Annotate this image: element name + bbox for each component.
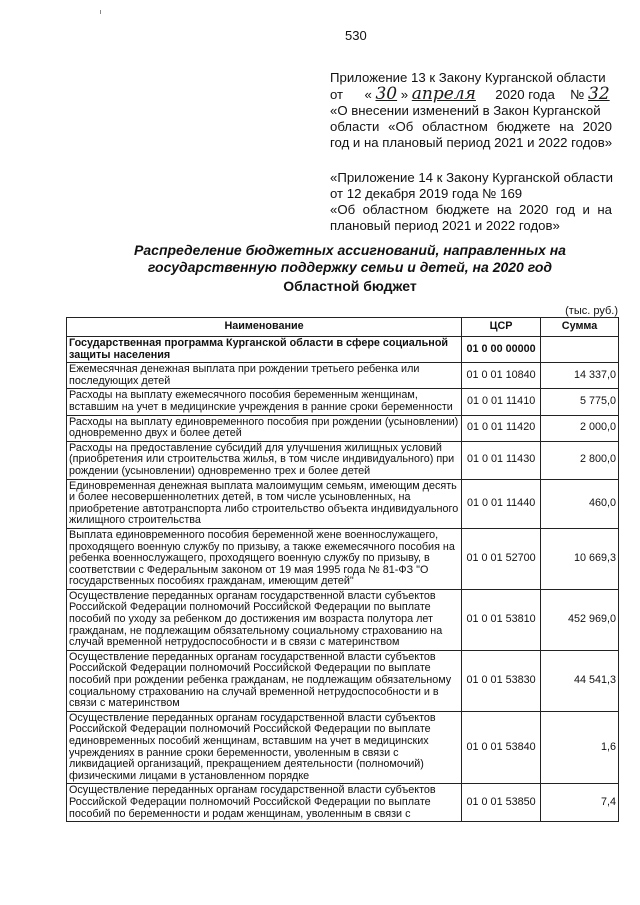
appendix-current-line4: области «Об областном бюджете на 2020: [330, 119, 612, 134]
row-sum: 2 800,0: [541, 441, 619, 479]
row-name: Осуществление переданных органам государственной власти субъектов Российской Федерации полномочий Российской Федерации по выплате пособий по беременности и родам женщинам, уволенным в связи с: [67, 784, 462, 822]
row-csr: 01 0 01 52700: [462, 528, 541, 589]
row-name: Государственная программа Курганской области в сфере социальной защиты населения: [67, 337, 462, 363]
row-csr: 01 0 00 00000: [462, 337, 541, 363]
row-name: Расходы на выплату ежемесячного пособия беременным женщинам, вставшим на учет в медицинские учреждения в ранние сроки беременности: [67, 389, 462, 415]
table-row: [67, 441, 619, 479]
handwritten-number: 32: [588, 84, 610, 104]
table-row: [67, 589, 619, 650]
appendix-current-date-line: [330, 86, 612, 103]
document-subtitle: Областной бюджет: [283, 278, 417, 294]
units-label: (тыс. руб.): [565, 305, 618, 317]
page-number: 530: [345, 28, 367, 43]
appendix-original-block: [330, 170, 612, 234]
row-sum: 7,4: [541, 784, 619, 822]
row-csr: 01 0 01 53840: [462, 711, 541, 784]
table-row: [67, 784, 619, 822]
appendix-original-line3: «Об областном бюджете на 2020 год и на: [330, 202, 612, 217]
row-sum: 44 541,3: [541, 650, 619, 711]
appendix-original-line4: плановый период 2021 и 2022 годов»: [330, 218, 560, 233]
table-row: [67, 389, 619, 415]
row-name: Осуществление переданных органам государственной власти субъектов Российской Федерации полномочий Российской Федерации по выплате пособий по уходу за ребенком до достижения им возраста полутора лет гражданам, не подлежащим обязательному социальному страхованию на случай временной нетрудоспособности и в связи с материнством: [67, 589, 462, 650]
row-name: Ежемесячная денежная выплата при рождении третьего ребенка или последующих детей: [67, 363, 462, 389]
quote-open: «: [364, 87, 372, 102]
row-name: Расходы на выплату единовременного пособия при рождении (усыновлении) одновременно двух и более детей: [67, 415, 462, 441]
row-sum: 2 000,0: [541, 415, 619, 441]
row-sum: 10 669,3: [541, 528, 619, 589]
appendix-current-line5: год и на плановый период 2021 и 2022 годов»: [330, 135, 613, 150]
row-csr: 01 0 01 11440: [462, 479, 541, 528]
row-sum: 14 337,0: [541, 363, 619, 389]
table-row: [67, 363, 619, 389]
row-csr: 01 0 01 11410: [462, 389, 541, 415]
table-row: [67, 711, 619, 784]
row-csr: 01 0 01 11430: [462, 441, 541, 479]
handwritten-month: апреля: [411, 84, 476, 104]
row-csr: 01 0 01 11420: [462, 415, 541, 441]
table-row: [67, 650, 619, 711]
handwritten-day: 30: [375, 84, 398, 104]
row-csr: 01 0 01 53810: [462, 589, 541, 650]
quote-close: »: [400, 87, 409, 102]
appendix-original-line2: от 12 декабря 2019 года № 169: [330, 186, 523, 201]
row-name: Единовременная денежная выплата малоимущим семьям, имеющим десять и более несовершеннолетних детей, в том числе усыновленных, на приобретение автотранспорта либо строительство объекта индивидуального жилищного строительства: [67, 479, 462, 528]
appendix-original-line1: «Приложение 14 к Закону Курганской области: [330, 170, 614, 185]
appendix-current-line3: «О внесении изменений в Закон Курганской: [330, 103, 601, 118]
row-name: Выплата единовременного пособия беременной жене военнослужащего, проходящего военную службу по призыву, а также ежемесячного пособия на ребенка военнослужащего, проходящего военную службу по призыву, в соответствии с Федеральным законом от 19 мая 1995 года № 81-ФЗ "О государственных пособиях гражданам, имеющим детей": [67, 528, 462, 589]
scan-mark: [100, 10, 101, 14]
row-csr: 01 0 01 10840: [462, 363, 541, 389]
document-title: Распределение бюджетных ассигнований, направленных на государственную поддержку семьи и детей, на 2020 год: [134, 242, 566, 275]
table-header-row: [67, 318, 619, 337]
table-row: [67, 415, 619, 441]
row-sum: 452 969,0: [541, 589, 619, 650]
table-row: [67, 337, 619, 363]
number-sign: №: [570, 87, 585, 102]
year-text: 2020 года: [495, 87, 555, 102]
appendix-current-block: [330, 70, 612, 151]
row-sum: [541, 337, 619, 363]
header-csr: ЦСР: [462, 318, 541, 337]
row-csr: 01 0 01 53830: [462, 650, 541, 711]
row-sum: 5 775,0: [541, 389, 619, 415]
date-prefix: от: [330, 87, 344, 102]
row-sum: 460,0: [541, 479, 619, 528]
header-name: Наименование: [67, 318, 462, 337]
table-row: [67, 528, 619, 589]
row-csr: 01 0 01 53850: [462, 784, 541, 822]
row-name: Осуществление переданных органам государственной власти субъектов Российской Федерации полномочий Российской Федерации по выплате пособий при рождении ребенка гражданам, не подлежащим обязательному социальному страхованию на случай временной нетрудоспособности и в связи с материнством: [67, 650, 462, 711]
appendix-current-line1: Приложение 13 к Закону Курганской области: [330, 70, 606, 85]
row-name: Расходы на предоставление субсидий для улучшения жилищных условий (приобретения или строительства жилья, в том числе индивидуального) при рождении (усыновлении) одновременно трех и более детей: [67, 441, 462, 479]
header-sum: Сумма: [541, 318, 619, 337]
row-sum: 1,6: [541, 711, 619, 784]
table-row: [67, 479, 619, 528]
row-name: Осуществление переданных органам государственной власти субъектов Российской Федерации полномочий Российской Федерации по выплате единовременных пособий женщинам, вставшим на учет в медицинских учреждениях в ранние сроки беременности, уволенным в связи с ликвидацией организаций, прекращением деятельности (полномочий) физическими лицами в установленном порядке: [67, 711, 462, 784]
budget-table: [66, 317, 619, 822]
